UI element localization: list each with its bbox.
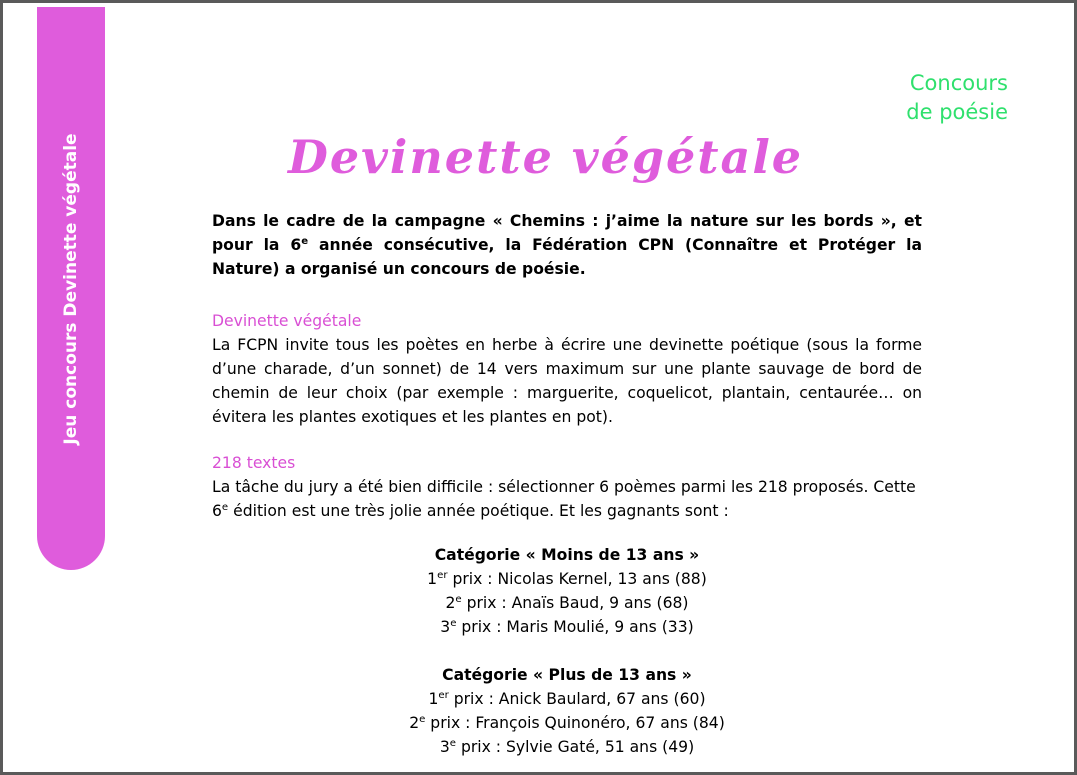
prize-rank: 1: [428, 690, 439, 708]
winner-line: [212, 591, 922, 615]
prize-rank-sup: e: [455, 593, 462, 605]
prize-rank-sup: e: [419, 713, 426, 725]
section-text-2: édition est une très jolie année poétique. Et les gagnants sont :: [228, 502, 729, 520]
prize-rank: 1: [427, 570, 438, 588]
section-textes: [212, 451, 922, 523]
intro-text-1: Dans le cadre de la campagne « Chemins : j’aime la nature sur les bords », et pour la 6: [212, 212, 922, 254]
prize-rank-sup: e: [449, 737, 456, 749]
intro-text-2: année consécutive, la Fédération CPN (Connaître et Protéger la Nature) a organisé un concours de poésie.: [212, 236, 922, 278]
tagline: [906, 69, 1008, 127]
winner-text: prix : François Quinonéro, 67 ans (84): [425, 714, 725, 732]
intro-sup: e: [301, 235, 309, 247]
section-text: La FCPN invite tous les poètes en herbe à écrire une devinette poétique (sous la forme d’une charade, d’un sonnet) de 14 vers maximum sur une plante sauvage de bord de chemin de leur choix (par exemple : marguerite, coquelicot, plantain, centaurée… on évitera les plantes exotiques et les plantes en pot).: [212, 336, 922, 426]
winner-line: [212, 687, 922, 711]
section-sup: e: [221, 501, 229, 513]
winner-text: prix : Nicolas Kernel, 13 ans (88): [447, 570, 707, 588]
prize-rank-sup: e: [450, 617, 457, 629]
winner-text: prix : Maris Moulié, 9 ans (33): [456, 618, 694, 636]
prize-rank-sup: er: [438, 689, 449, 701]
tagline-line-2: de poésie: [906, 100, 1008, 124]
section-text-1: La tâche du jury a été bien difficile : sélectionner 6 poèmes parmi les 218 proposés. Cette 6: [212, 478, 916, 520]
winner-text: prix : Anaïs Baud, 9 ans (68): [461, 594, 689, 612]
section-title: 218 textes: [212, 454, 296, 472]
sidebar-banner: [37, 7, 105, 570]
prize-rank: 3: [439, 738, 450, 756]
prize-rank: 2: [445, 594, 456, 612]
page-title: Devinette végétale: [288, 130, 804, 184]
winner-line: [212, 711, 922, 735]
winner-text: prix : Sylvie Gaté, 51 ans (49): [456, 738, 695, 756]
winner-line: [212, 615, 922, 639]
intro-paragraph: [212, 209, 922, 281]
winner-text: prix : Anick Baulard, 67 ans (60): [448, 690, 706, 708]
category-over-13: [212, 663, 922, 759]
sidebar-label: Jeu concours Devinette végétale: [61, 132, 81, 445]
prize-rank: 3: [440, 618, 451, 636]
prize-rank-sup: er: [437, 569, 448, 581]
section-title: Devinette végétale: [212, 312, 362, 330]
category-under-13: [212, 543, 922, 639]
winner-line: [212, 735, 922, 759]
tagline-line-1: Concours: [909, 71, 1008, 95]
prize-rank: 2: [409, 714, 420, 732]
section-devinette: [212, 309, 922, 429]
category-title: Catégorie « Plus de 13 ans »: [442, 666, 692, 684]
category-title: Catégorie « Moins de 13 ans »: [434, 546, 700, 564]
winner-line: [212, 567, 922, 591]
section-text: [212, 475, 922, 523]
